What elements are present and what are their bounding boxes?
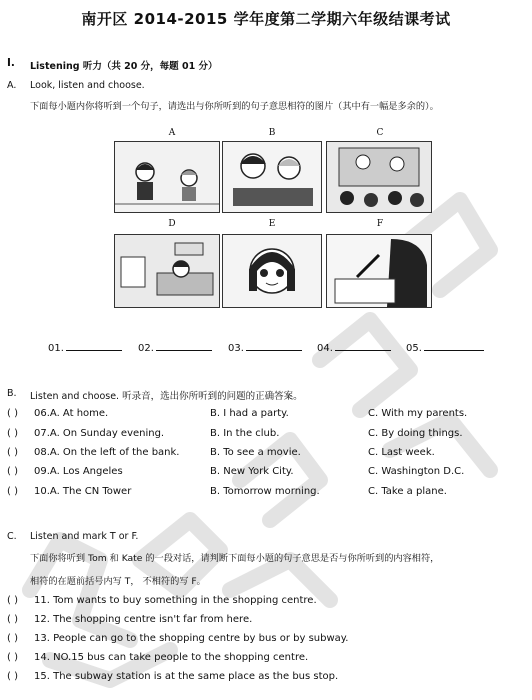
answer-number: 05.	[406, 343, 422, 354]
question-number: 09.A. Los Angeles	[34, 466, 123, 477]
answer-bracket[interactable]: ( )	[7, 466, 18, 477]
part-a-instruction: 下面每小题内你将听到一个句子，请选出与你所听到的句子意思相符的图片（其中有一幅是多余的）。	[30, 101, 439, 112]
picture-d	[114, 234, 220, 308]
option-b: B. I had a party.	[210, 408, 289, 419]
part-a-title: Look, listen and choose.	[30, 80, 145, 91]
blank-line	[66, 341, 122, 351]
picture-label-e: E	[268, 219, 276, 229]
exam-title: 南开区 2014-2015 学年度第二学期六年级结课考试	[81, 10, 451, 28]
option-c: C. Washington D.C.	[368, 466, 465, 477]
picture-label-f: F	[376, 219, 384, 229]
answer-number: 03.	[228, 343, 244, 354]
picture-grid	[114, 128, 430, 312]
answer-bracket[interactable]: ( )	[7, 633, 18, 644]
tf-statement: 15. The subway station is at the same place as the bus stop.	[34, 671, 339, 682]
picture-label-c: C	[376, 128, 384, 138]
answer-bracket[interactable]: ( )	[7, 428, 18, 439]
option-b: B. To see a movie.	[210, 447, 301, 458]
part-b-title: Listen and choose. 听录音，选出你所听到的问题的正确答案。	[30, 391, 303, 402]
part-b-label: B.	[7, 388, 17, 399]
option-c: C. Take a plane.	[368, 486, 447, 497]
part-c-instruction-2: 相符的在题前括号内写 T， 不相符的写 F。	[30, 576, 206, 587]
part-c-label: C.	[7, 531, 17, 542]
question-number: 06.A. At home.	[34, 408, 109, 419]
question-item	[7, 466, 18, 477]
answer-blank-01[interactable]	[48, 341, 122, 354]
answer-bracket[interactable]: ( )	[7, 595, 18, 606]
option-c: C. By doing things.	[368, 428, 463, 439]
option-b: B. Tomorrow morning.	[210, 486, 320, 497]
question-item	[7, 408, 18, 419]
part-a-label: A.	[7, 80, 17, 91]
section-number: I.	[7, 57, 15, 69]
picture-f	[326, 234, 432, 308]
tf-statement: 13. People can go to the shopping centre by bus or by subway.	[34, 633, 349, 644]
picture-b	[222, 141, 322, 213]
question-item	[7, 447, 18, 458]
option-b: B. In the club.	[210, 428, 280, 439]
answer-number: 02.	[138, 343, 154, 354]
answer-number: 04.	[317, 343, 333, 354]
picture-e	[222, 234, 322, 308]
question-item	[7, 428, 18, 439]
answer-bracket[interactable]: ( )	[7, 671, 18, 682]
picture-label-b: B	[268, 128, 276, 138]
tf-statement: 12. The shopping centre isn't far from here.	[34, 614, 253, 625]
answer-bracket[interactable]: ( )	[7, 614, 18, 625]
part-c-instruction-1: 下面你将听到 Tom 和 Kate 的一段对话，请判断下面每小题的句子意思是否与你所听到的内容相符，	[30, 553, 440, 564]
answer-bracket[interactable]: ( )	[7, 408, 18, 419]
tf-statement: 11. Tom wants to buy something in the shopping centre.	[34, 595, 317, 606]
question-item	[7, 486, 18, 497]
blank-line	[424, 341, 484, 351]
answer-blank-04[interactable]	[317, 341, 391, 354]
option-b: B. New York City.	[210, 466, 294, 477]
option-c: C. Last week.	[368, 447, 435, 458]
answer-number: 01.	[48, 343, 64, 354]
picture-label-d: D	[168, 219, 176, 229]
answer-blank-02[interactable]	[138, 341, 212, 354]
question-number: 10.A. The CN Tower	[34, 486, 132, 497]
question-number: 08.A. On the left of the bank.	[34, 447, 180, 458]
section-heading: Listening 听力（共 20 分，每题 01 分）	[30, 61, 218, 72]
blank-line	[156, 341, 212, 351]
picture-c	[326, 141, 432, 213]
answer-bracket[interactable]: ( )	[7, 447, 18, 458]
picture-label-a: A	[168, 128, 176, 138]
answer-blank-05[interactable]	[406, 341, 484, 354]
question-number: 07.A. On Sunday evening.	[34, 428, 165, 439]
answer-blank-03[interactable]	[228, 341, 302, 354]
option-c: C. With my parents.	[368, 408, 468, 419]
answer-bracket[interactable]: ( )	[7, 486, 18, 497]
picture-a	[114, 141, 220, 213]
tf-statement: 14. NO.15 bus can take people to the shopping centre.	[34, 652, 309, 663]
blank-line	[335, 341, 391, 351]
answer-bracket[interactable]: ( )	[7, 652, 18, 663]
part-c-title: Listen and mark T or F.	[30, 531, 139, 542]
blank-line	[246, 341, 302, 351]
